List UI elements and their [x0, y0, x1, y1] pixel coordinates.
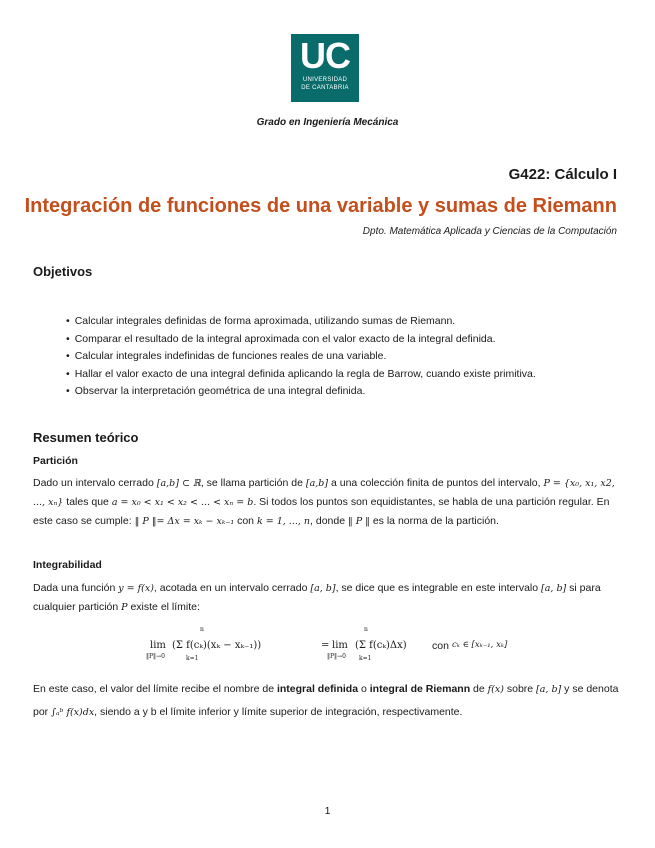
math-function: f(x)	[487, 684, 504, 695]
objectives-heading: Objetivos	[33, 264, 93, 279]
logo-mark: UC	[300, 35, 350, 76]
course-code: G422: Cálculo I	[508, 166, 617, 183]
math-partition: P	[121, 602, 128, 613]
text: Dado un intervalo cerrado	[33, 477, 154, 489]
formula-sum-bottom: k=1	[186, 655, 199, 662]
objectives-list	[66, 313, 536, 401]
summary-heading: Resumen teórico	[33, 430, 139, 445]
math-interval: [a,b] ⊂ ℝ	[156, 478, 201, 489]
text: , donde	[310, 515, 346, 527]
text: de	[473, 683, 485, 695]
text: En este caso, el valor del límite recibe el nombre de	[33, 683, 275, 695]
math-order: a = x₀ < x₁ < x₂ < ... < xₙ = b	[111, 497, 254, 508]
formula-sum-1: (Σ f(cₖ)(xₖ − xₖ₋₁))	[172, 640, 262, 651]
math-interval: [a,b]	[305, 478, 329, 489]
list-item: • Calcular integrales definidas de forma aproximada, utilizando sumas de Riemann.	[66, 313, 536, 331]
formula-con: con	[432, 640, 449, 652]
formula-lim: lim	[150, 640, 166, 651]
math-interval: [a, b]	[541, 583, 567, 594]
definition-paragraph	[33, 678, 623, 724]
text: a una colección finita de puntos del intervalo,	[331, 477, 541, 489]
riemann-limit-formula	[146, 624, 510, 666]
document-title: Integración de funciones de una variable y sumas de Riemann	[24, 195, 617, 217]
list-item: • Comparar el resultado de la integral aproximada con el valor exacto de la integral definida.	[66, 331, 536, 349]
text: , siendo a y b el límite inferior y límite superior de integración, respectivamente.	[94, 706, 463, 718]
formula-sum-top: n	[200, 626, 204, 633]
text: . Si todos los puntos son equidistantes, se habla de una partición regular. En este caso se cumple:	[33, 496, 610, 527]
integrability-heading: Integrabilidad	[33, 559, 102, 571]
list-item: • Observar la interpretación geométrica de una integral definida.	[66, 383, 536, 401]
logo-line-1: UNIVERSIDAD	[302, 77, 348, 83]
text: Dada una función	[33, 582, 116, 594]
text: tales que	[66, 496, 109, 508]
math-interval: [a, b]	[536, 684, 562, 695]
text: existe el límite:	[130, 601, 200, 613]
text: o	[360, 683, 367, 695]
math-interval: [a, b]	[310, 583, 336, 594]
math-partition: P = {x₀, x₁, x2, ..., xₙ}	[33, 478, 615, 508]
department: Dpto. Matemática Aplicada y Ciencias de la Computación	[362, 226, 617, 237]
integrability-paragraph	[33, 579, 623, 617]
math-integral: ∫ₐᵇ f(x)dx	[51, 707, 95, 718]
partition-heading: Partición	[33, 455, 78, 467]
list-item: • Calcular integrales indefinidas de funciones reales de una variable.	[66, 348, 536, 366]
formula-sum-bottom: k=1	[359, 655, 372, 662]
formula-lim-sub: ‖P‖→0	[146, 653, 165, 660]
logo-line-2: DE CANTABRIA	[301, 85, 349, 91]
partition-paragraph	[33, 474, 623, 531]
text: sobre	[506, 683, 534, 695]
formula-sum-2: (Σ f(cₖ)Δx)	[355, 640, 407, 651]
list-item: • Hallar el valor exacto de una integral definida aplicando la regla de Barrow, cuando existe primitiva.	[66, 366, 536, 384]
formula-condition: cₖ ∈ [xₖ₋₁, xₖ]	[452, 640, 508, 650]
term-integral-riemann: integral de Riemann	[369, 683, 471, 695]
text: con	[237, 515, 255, 527]
math-norm: ‖ P ‖= Δx = xₖ − xₖ₋₁	[134, 516, 235, 527]
page-number: 1	[324, 805, 331, 817]
math-k: k = 1, ..., n	[256, 516, 311, 527]
text: y se denota por	[33, 683, 619, 718]
formula-lim: lim	[332, 640, 348, 651]
university-logo	[291, 34, 359, 102]
term-integral-definida: integral definida	[276, 683, 359, 695]
formula-sum-top: n	[364, 626, 368, 633]
math-function: y = f(x)	[118, 583, 154, 594]
degree-title: Grado en Ingeniería Mecánica	[256, 117, 399, 128]
text: , se llama partición de	[200, 477, 303, 489]
math-norm-p: ‖ P ‖	[347, 516, 370, 527]
text: es la norma de la partición.	[372, 515, 499, 527]
formula-equals: =	[321, 640, 330, 651]
text: , se dice que es integrable en este intervalo	[335, 582, 539, 594]
text: , acotada en un intervalo cerrado	[153, 582, 308, 594]
formula-lim-sub: ‖P‖→0	[327, 653, 346, 660]
text: si para cualquier partición	[33, 582, 601, 613]
